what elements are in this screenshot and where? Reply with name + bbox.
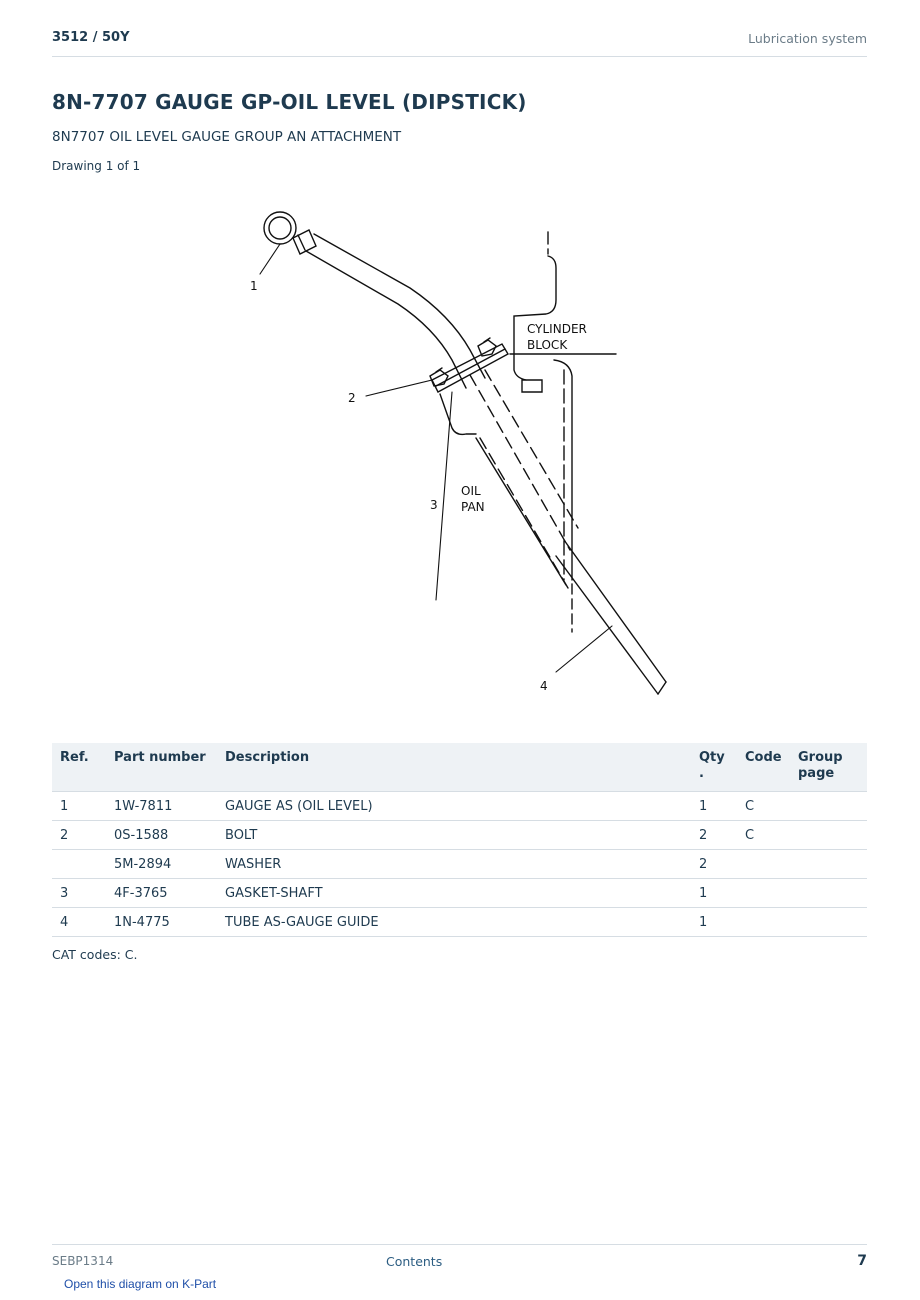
oil-pan-label-line1: OIL [461, 484, 481, 498]
bolt-right [478, 338, 496, 356]
row-group-page [790, 908, 867, 937]
row-description: TUBE AS-GAUGE GUIDE [217, 908, 691, 937]
row-description: GASKET-SHAFT [217, 879, 691, 908]
cylinder-block [510, 232, 616, 632]
row-ref: 2 [52, 821, 106, 850]
callout-4: 4 [540, 679, 548, 693]
callout-1: 1 [250, 279, 258, 293]
row-group-page [790, 850, 867, 879]
row-qty: 2 [691, 850, 737, 879]
row-ref: 1 [52, 792, 106, 821]
row-qty: 1 [691, 879, 737, 908]
dipstick-rod [306, 234, 485, 388]
page-footer [52, 1244, 867, 1275]
row-qty: 1 [691, 908, 737, 937]
row-description: GAUGE AS (OIL LEVEL) [217, 792, 691, 821]
table-header-row [52, 743, 867, 792]
row-ref: 4 [52, 908, 106, 937]
oil-pan-edge [440, 394, 476, 434]
kpart-diagram-link[interactable]: Open this diagram on K-Part [64, 1277, 217, 1291]
page-number: 7 [857, 1253, 867, 1269]
guide-tube-hidden [470, 370, 578, 588]
parts-table [52, 743, 867, 937]
dipstick-ring [264, 212, 296, 244]
row-description: WASHER [217, 850, 691, 879]
section-label: Lubrication system [748, 31, 867, 46]
row-code [737, 879, 790, 908]
page-subtitle: 8N7707 OIL LEVEL GAUGE GROUP AN ATTACHMENT [52, 129, 402, 145]
contents-link[interactable]: Contents [386, 1254, 443, 1269]
row-part-number: 4F-3765 [106, 879, 217, 908]
row-code: C [737, 792, 790, 821]
header-code: Code [737, 743, 790, 792]
cylinder-label-line1: CYLINDER [527, 322, 587, 336]
table-row [52, 792, 867, 821]
row-group-page [790, 792, 867, 821]
cylinder-label-line2: BLOCK [527, 338, 568, 352]
table-row [52, 908, 867, 937]
table-row [52, 879, 867, 908]
row-code [737, 850, 790, 879]
header-description: Description [217, 743, 691, 792]
row-ref: 3 [52, 879, 106, 908]
row-qty: 1 [691, 792, 737, 821]
row-qty: 2 [691, 821, 737, 850]
handle-collar [293, 230, 316, 254]
table-row [52, 821, 867, 850]
table-row [52, 850, 867, 879]
header-ref: Ref. [52, 743, 106, 792]
header-qty: Qty . [691, 743, 737, 792]
row-part-number: 1N-4775 [106, 908, 217, 937]
document-id: SEBP1314 [52, 1254, 114, 1268]
row-group-page [790, 821, 867, 850]
callout-2: 2 [348, 391, 356, 405]
row-description: BOLT [217, 821, 691, 850]
guide-tube [476, 438, 666, 694]
header-part-number: Part number [106, 743, 217, 792]
row-code: C [737, 821, 790, 850]
callout-3: 3 [430, 498, 438, 512]
row-part-number: 5M-2894 [106, 850, 217, 879]
page-header [52, 28, 867, 57]
row-ref [52, 850, 106, 879]
cat-codes-note: CAT codes: C. [52, 947, 138, 962]
header-group-page: Group page [790, 743, 867, 792]
dipstick-diagram [230, 200, 690, 710]
row-part-number: 1W-7811 [106, 792, 217, 821]
drawing-label: Drawing 1 of 1 [52, 159, 141, 173]
row-code [737, 908, 790, 937]
row-part-number: 0S-1588 [106, 821, 217, 850]
page-title: 8N-7707 GAUGE GP-OIL LEVEL (DIPSTICK) [52, 90, 527, 114]
model-label: 3512 / 50Y [52, 30, 130, 45]
oil-pan-label-line2: PAN [461, 500, 485, 514]
row-group-page [790, 879, 867, 908]
